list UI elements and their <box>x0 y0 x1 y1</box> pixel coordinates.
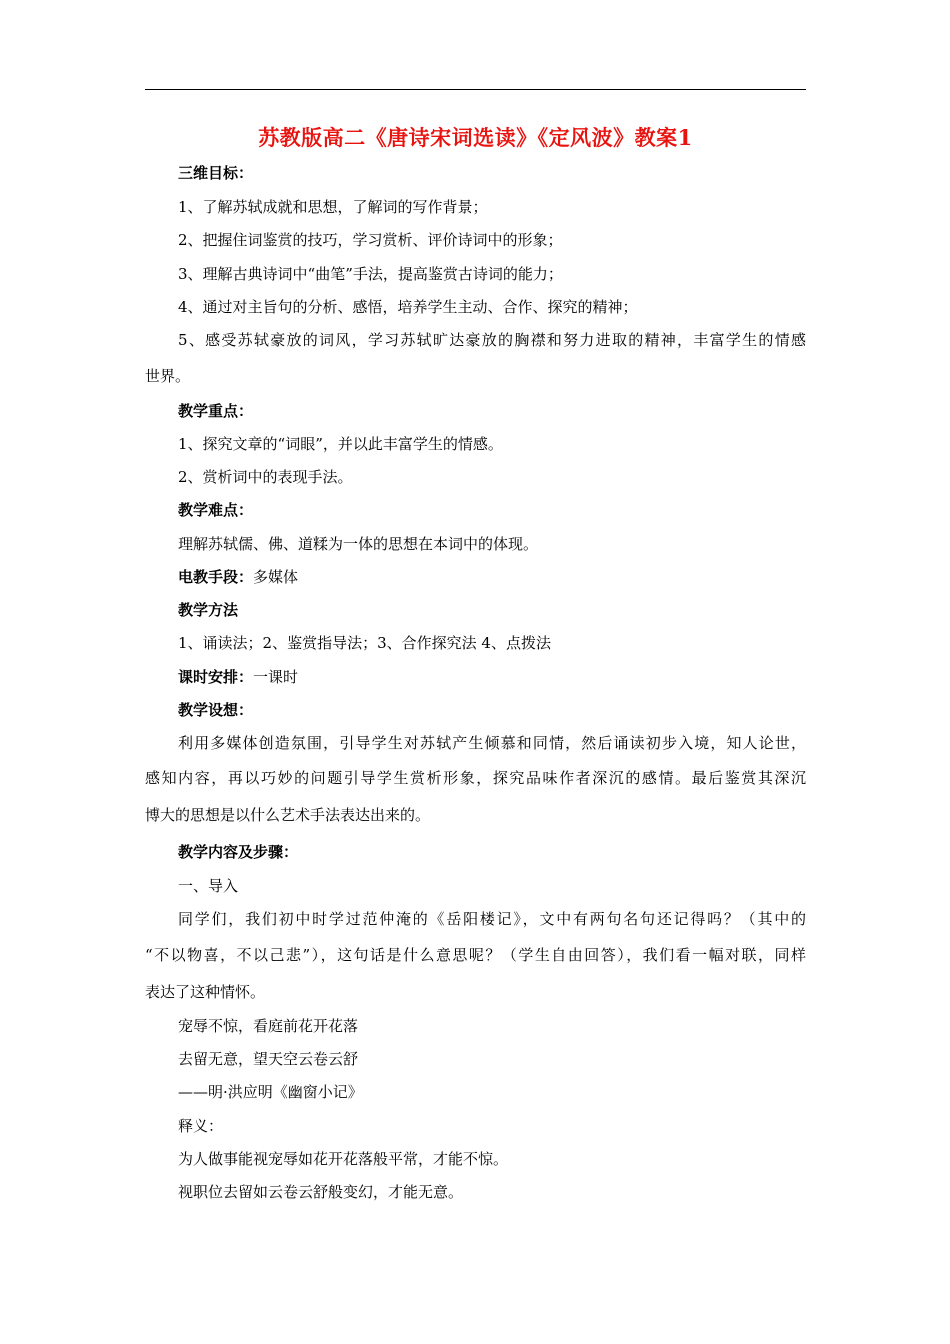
design-line-1: 利用多媒体创造氛围，引导学生对苏轼产生倾慕和同情，然后诵读初步入境，知人论世， <box>178 734 806 752</box>
key-point-1: 1、探究文章的“词眼”，并以此丰富学生的情感。 <box>178 435 503 453</box>
goal-item-2: 2、把握住词鉴赏的技巧，学习赏析、评价诗词中的形象； <box>178 231 563 249</box>
couplet-source: ——明·洪应明《幽窗小记》 <box>178 1083 363 1101</box>
goal-item-5-line2: 世界。 <box>145 367 191 385</box>
schedule-value: 一课时 <box>253 668 299 686</box>
schedule-label: 课时安排： <box>178 668 254 686</box>
goal-item-4: 4、通过对主旨句的分析、感悟，培养学生主动、合作、探究的精神； <box>178 298 638 316</box>
meaning-line-2: 视职位去留如云卷云舒般变幻，才能无意。 <box>178 1183 464 1201</box>
methods-text: 1、诵读法；2、鉴赏指导法；3、合作探究法 4、点拨法 <box>178 634 551 652</box>
difficulty-heading: 教学难点： <box>178 501 254 519</box>
media-line <box>178 567 298 587</box>
goal-item-1: 1、了解苏轼成就和思想，了解词的写作背景； <box>178 198 488 216</box>
document-title: 苏教版高二《唐诗宋词选读》《定风波》教案1 <box>258 125 693 150</box>
key-points-heading: 教学重点： <box>178 402 254 420</box>
media-value: 多媒体 <box>253 568 299 586</box>
design-heading: 教学设想： <box>178 701 254 719</box>
schedule-line <box>178 667 298 687</box>
design-line-2: 感知内容，再以巧妙的问题引导学生赏析形象，探究品味作者深沉的感情。最后鉴赏其深沉 <box>145 769 806 787</box>
design-line-3: 博大的思想是以什么艺术手法表达出来的。 <box>145 806 431 824</box>
key-point-2: 2、赏析词中的表现手法。 <box>178 468 353 486</box>
meaning-heading: 释义： <box>178 1117 224 1135</box>
intro-para-line-3: 表达了这种情怀。 <box>145 983 266 1001</box>
steps-heading: 教学内容及步骤： <box>178 843 299 861</box>
goals-heading: 三维目标： <box>178 164 254 182</box>
header-rule <box>145 89 806 90</box>
difficulty-text: 理解苏轼儒、佛、道糅为一体的思想在本词中的体现。 <box>178 535 539 553</box>
intro-para-line-2: “不以物喜，不以己悲”），这句话是什么意思呢？（学生自由回答），我们看一幅对联，同样 <box>145 946 806 964</box>
couplet-line-2: 去留无意，望天空云卷云舒 <box>178 1050 359 1068</box>
intro-para-line-1: 同学们，我们初中时学过范仲淹的《岳阳楼记》，文中有两句名句还记得吗？（其中的 <box>178 910 806 928</box>
intro-heading: 一、导入 <box>178 877 239 895</box>
media-label: 电教手段： <box>178 568 254 586</box>
goal-item-5-line1: 5、感受苏轼豪放的词风，学习苏轼旷达豪放的胸襟和努力进取的精神，丰富学生的情感 <box>178 331 806 349</box>
couplet-line-1: 宠辱不惊，看庭前花开花落 <box>178 1017 359 1035</box>
methods-heading: 教学方法 <box>178 601 239 619</box>
goal-item-3: 3、理解古典诗词中“曲笔”手法，提高鉴赏古诗词的能力； <box>178 265 563 283</box>
meaning-line-1: 为人做事能视宠辱如花开花落般平常，才能不惊。 <box>178 1150 509 1168</box>
